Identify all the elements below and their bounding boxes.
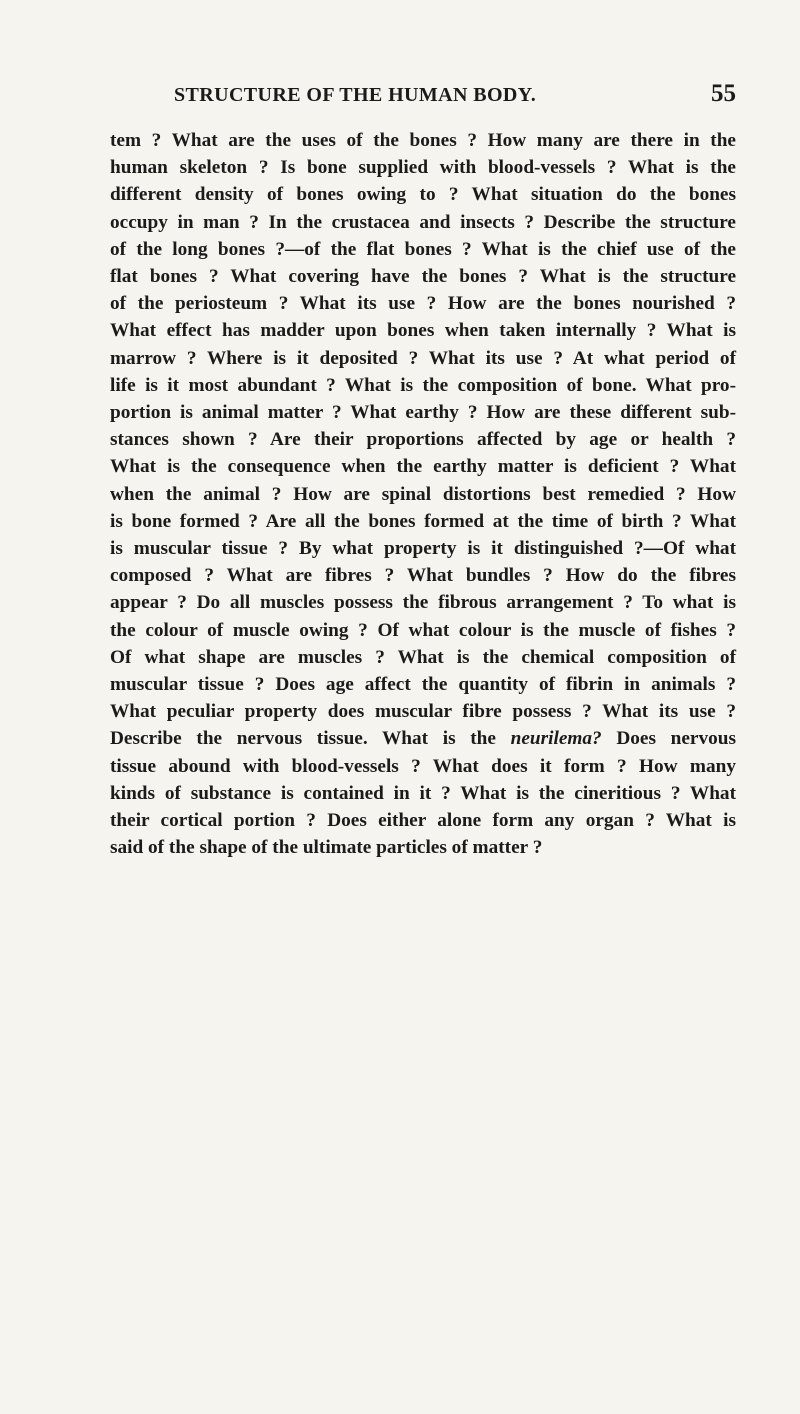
text-line: of the long bones ?—of the flat bones ? What is the chief use of the bbox=[110, 238, 736, 260]
running-head bbox=[110, 80, 736, 110]
text-line: occupy in man ? In the crustacea and insects ? Describe the structure bbox=[110, 211, 736, 233]
text-line: the colour of muscle owing ? Of what colour is the muscle of fishes ? bbox=[110, 619, 736, 641]
text-line: stances shown ? Are their proportions affected by age or health ? bbox=[110, 429, 736, 451]
text-line: tissue abound with blood-vessels ? What does it form ? How many bbox=[110, 755, 736, 777]
italic-term-neurilema: neurilema? bbox=[510, 728, 602, 750]
text-line: tem ? What are the uses of the bones ? How many are there in the bbox=[110, 130, 736, 151]
text-line: their cortical portion ? Does either alone form any organ ? What is bbox=[110, 810, 736, 832]
text-line: flat bones ? What covering have the bones ? What is the structure bbox=[110, 266, 736, 288]
page-number: 55 bbox=[711, 80, 736, 107]
text-line: when the animal ? How are spinal distortions best remedied ? How bbox=[110, 483, 736, 505]
text-line: life is it most abundant ? What is the composition of bone. What pro- bbox=[110, 374, 736, 396]
text-line: muscular tissue ? Does age affect the quantity of fibrin in animals ? bbox=[110, 674, 736, 696]
text-line: What is the consequence when the earthy matter is deficient ? What bbox=[110, 456, 736, 478]
running-title: STRUCTURE OF THE HUMAN BODY. bbox=[174, 84, 537, 106]
text-line: Of what shape are muscles ? What is the chemical composition of bbox=[110, 646, 736, 668]
text-fragment: Describe the nervous tissue. What is the bbox=[110, 728, 511, 750]
text-line: portion is animal matter ? What earthy ? How are these different sub- bbox=[110, 402, 736, 424]
text-line: different density of bones owing to ? What situation do the bones bbox=[110, 184, 736, 206]
text-line-with-italic bbox=[110, 725, 736, 752]
text-line: of the periosteum ? What its use ? How are the bones nourished ? bbox=[110, 293, 736, 315]
text-line: kinds of substance is contained in it ? What is the cineritious ? What bbox=[110, 782, 736, 804]
text-fragment: Does nervous bbox=[601, 728, 736, 750]
text-line-last: said of the shape of the ultimate particles of matter ? bbox=[110, 837, 543, 859]
text-line: appear ? Do all muscles possess the fibrous arrangement ? To what is bbox=[110, 592, 736, 614]
text-line: composed ? What are fibres ? What bundles ? How do the fibres bbox=[110, 565, 736, 587]
text-line: is muscular tissue ? By what property is it distinguished ?—Of what bbox=[110, 538, 736, 560]
text-line: is bone formed ? Are all the bones formed at the time of birth ? What bbox=[110, 510, 736, 532]
text-line: marrow ? Where is it deposited ? What its use ? At what period of bbox=[110, 347, 736, 369]
text-line: human skeleton ? Is bone supplied with blood-vessels ? What is the bbox=[110, 157, 736, 179]
text-line: What effect has madder upon bones when taken internally ? What is bbox=[110, 320, 736, 342]
body-text bbox=[110, 127, 736, 861]
text-line: What peculiar property does muscular fibre possess ? What its use ? bbox=[110, 701, 736, 723]
